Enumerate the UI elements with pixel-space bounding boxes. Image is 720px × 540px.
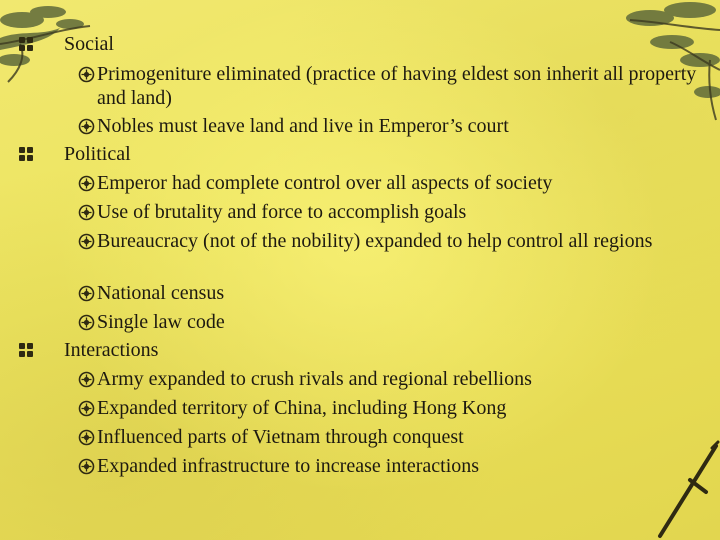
list-item: National census [78, 281, 718, 308]
list-item: Army expanded to crush rivals and regional rebellions [78, 367, 718, 394]
heading-social [18, 32, 114, 58]
list-item: Primogeniture eliminated (practice of having eldest son inherit all property and land) [78, 62, 718, 110]
quadrant-bullet-icon [18, 142, 64, 168]
target-bullet-icon [78, 62, 97, 89]
target-bullet-icon [78, 171, 97, 198]
heading-political [18, 142, 131, 168]
list-item: Expanded territory of China, including Hong Kong [78, 396, 718, 423]
list-item: Single law code [78, 310, 718, 337]
list-item: Bureaucracy (not of the nobility) expanded to help control all regions [78, 229, 718, 256]
target-bullet-icon [78, 454, 97, 481]
list-item: Use of brutality and force to accomplish goals [78, 200, 718, 227]
heading-label: Interactions [64, 339, 159, 361]
target-bullet-icon [78, 310, 97, 337]
list-item: Nobles must leave land and live in Emperor’s court [78, 114, 718, 141]
heading-label: Social [64, 33, 114, 55]
target-bullet-icon [78, 281, 97, 308]
quadrant-bullet-icon [18, 338, 64, 364]
heading-label: Political [64, 143, 131, 165]
target-bullet-icon [78, 229, 97, 256]
target-bullet-icon [78, 367, 97, 394]
list-item: Influenced parts of Vietnam through conquest [78, 425, 718, 452]
heading-interactions [18, 338, 158, 364]
target-bullet-icon [78, 396, 97, 423]
list-item: Expanded infrastructure to increase interactions [78, 454, 718, 481]
target-bullet-icon [78, 114, 97, 141]
target-bullet-icon [78, 200, 97, 227]
target-bullet-icon [78, 425, 97, 452]
list-item: Emperor had complete control over all aspects of society [78, 171, 718, 198]
quadrant-bullet-icon [18, 32, 64, 58]
